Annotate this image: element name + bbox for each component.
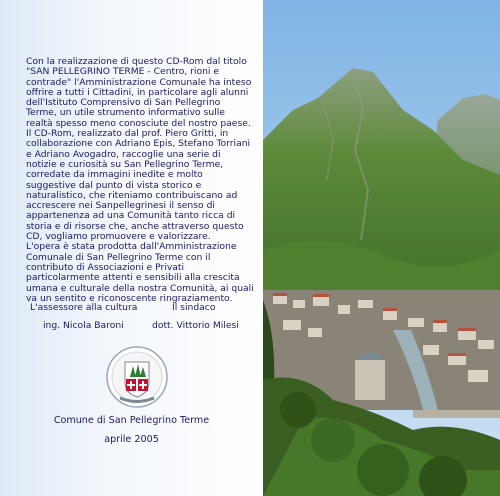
assessore-name: ing. Nicola Baroni (43, 320, 124, 331)
municipal-emblem-icon (106, 346, 168, 408)
municipality-name: Comune di San Pellegrino Terme (53, 415, 210, 426)
sindaco-name: dott. Vittorio Milesi (152, 320, 239, 331)
date-text: aprile 2005 (104, 434, 159, 445)
intro-paragraph-3: L'opera è stata prodotta dall'Amministrazione Comunale di San Pellegrino Terme con il contributo di Associazioni e Privati particolarmente attenti e sensibili alla crescita umana e culturale della nostra Comunità, ai quali va un sentito e riconoscente ringraziamento. (26, 241, 254, 304)
intro-paragraph-2: Il CD-Rom, realizzato dal prof. Piero Gritti, in collaborazione con Adriano Epis, Stefano Torriani e Adriano Avogadro, raccoglie una serie di notizie e curiosità su San Pellegrino Terme, corredate da immagini inedite e molto suggestive dal punto di vista storico e naturalistico, che riteniamo contribuiscano ad accrescere nei Sanpellegrinesi il senso di appartenenza ad una Comunità tanto ricca di storia e di risorse che, anche attraverso questo CD, vogliamo promuovere e valorizzare. (26, 128, 251, 243)
intro-text (26, 57, 254, 304)
intro-paragraph-1: Con la realizzazione di questo CD-Rom dal titolo "SAN PELLEGRINO TERME - Centro, rioni e contrade" l'Amministrazione Comunale ha inteso offrire a tutti i Cittadini, in particolare agli alunni dell'Istituto Comprensivo di San Pellegrino Terme, un utile strumento informativo sulle realtà spesso meno conosciute del nostro paese. (26, 56, 252, 129)
sindaco-role: Il sindaco (172, 302, 216, 313)
assessore-role: L'assessore alla cultura (30, 302, 138, 313)
valley-photo (263, 0, 500, 496)
